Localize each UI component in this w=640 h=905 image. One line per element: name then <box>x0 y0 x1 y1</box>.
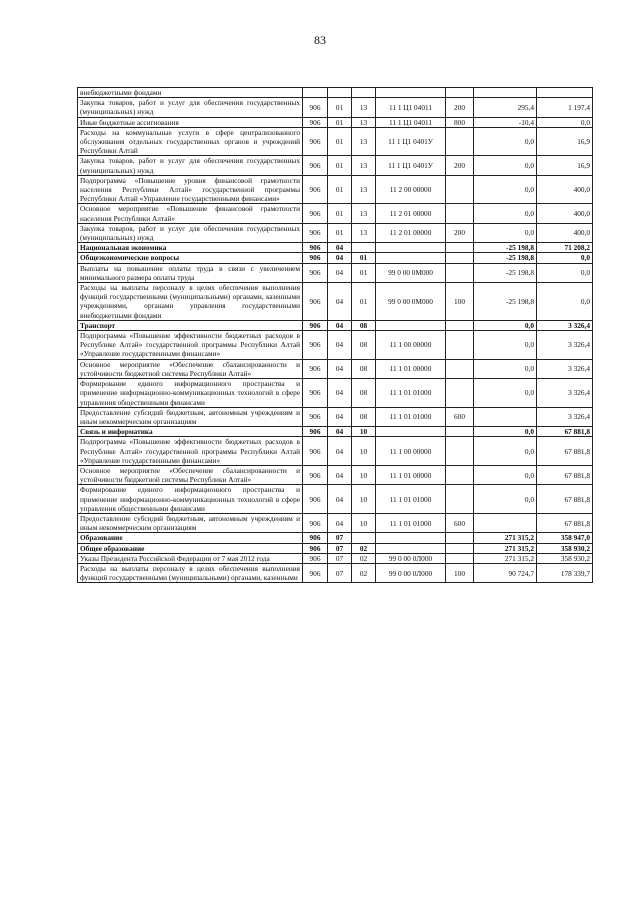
row-name-cell: Иные бюджетные ассигнования <box>78 117 303 127</box>
section-cell: 07 <box>328 543 352 553</box>
section-cell: 04 <box>328 407 352 426</box>
amount-cell-2: 358 930,2 <box>537 543 593 553</box>
amount-cell-2: 0,0 <box>537 283 593 321</box>
grbs-cell: 906 <box>303 243 328 253</box>
target-article-cell: 11 1 01 01000 <box>376 379 446 408</box>
amount-cell-1 <box>474 88 537 98</box>
target-article-cell: 99 0 00 0М000 <box>376 283 446 321</box>
amount-cell-2: 67 881,8 <box>537 513 593 532</box>
row-name-cell: Общее образование <box>78 543 303 553</box>
amount-cell-1: 271 315,2 <box>474 553 537 563</box>
expense-type-cell <box>446 204 474 223</box>
section-cell: 07 <box>328 533 352 543</box>
amount-cell-2: 67 881,8 <box>537 465 593 484</box>
amount-cell-2: 67 881,8 <box>537 427 593 437</box>
grbs-cell: 906 <box>303 359 328 378</box>
expense-type-cell: 100 <box>446 283 474 321</box>
subsection-cell: 02 <box>352 563 376 582</box>
subsection-cell: 13 <box>352 117 376 127</box>
table-row <box>78 98 593 117</box>
amount-cell-1: 0,0 <box>474 223 537 242</box>
amount-cell-2: 400,0 <box>537 175 593 204</box>
amount-cell-2 <box>537 88 593 98</box>
section-cell: 01 <box>328 127 352 156</box>
table-row <box>78 407 593 426</box>
subsection-cell: 10 <box>352 465 376 484</box>
table-row <box>78 263 593 282</box>
expense-type-cell <box>446 359 474 378</box>
amount-cell-1 <box>474 407 537 426</box>
grbs-cell: 906 <box>303 533 328 543</box>
amount-cell-1: 0,0 <box>474 127 537 156</box>
amount-cell-1: 0,0 <box>474 175 537 204</box>
section-cell <box>328 88 352 98</box>
expense-type-cell: 200 <box>446 156 474 175</box>
target-article-cell <box>376 243 446 253</box>
section-cell: 04 <box>328 359 352 378</box>
expense-type-cell <box>446 553 474 563</box>
amount-cell-2: 3 326,4 <box>537 379 593 408</box>
expense-type-cell <box>446 253 474 263</box>
expense-type-cell <box>446 465 474 484</box>
amount-cell-1: 0,0 <box>474 359 537 378</box>
section-cell: 04 <box>328 465 352 484</box>
grbs-cell: 906 <box>303 407 328 426</box>
section-cell: 04 <box>328 243 352 253</box>
table-row <box>78 283 593 321</box>
target-article-cell <box>376 543 446 553</box>
amount-cell-1: 271 315,2 <box>474 543 537 553</box>
expense-type-cell: 600 <box>446 407 474 426</box>
section-cell: 01 <box>328 204 352 223</box>
grbs-cell: 906 <box>303 437 328 466</box>
target-article-cell <box>376 253 446 263</box>
subsection-cell: 01 <box>352 283 376 321</box>
row-name-cell: Основное мероприятие «Повышение финансовой грамотности населения Республики Алтай» <box>78 204 303 223</box>
expense-type-cell: 200 <box>446 223 474 242</box>
section-cell: 04 <box>328 513 352 532</box>
amount-cell-1: 0,0 <box>474 204 537 223</box>
target-article-cell: 11 1 01 01000 <box>376 407 446 426</box>
section-cell: 04 <box>328 263 352 282</box>
section-cell: 04 <box>328 320 352 330</box>
table-row <box>78 243 593 253</box>
section-cell: 07 <box>328 553 352 563</box>
expense-type-cell: 600 <box>446 513 474 532</box>
amount-cell-1: 295,4 <box>474 98 537 117</box>
grbs-cell: 906 <box>303 320 328 330</box>
expense-type-cell <box>446 485 474 514</box>
row-name-cell: Расходы на выплаты персоналу в целях обеспечения выполнения функций государственными (муниципальными) органами, казенными <box>78 563 303 582</box>
row-name-cell: Основное мероприятие «Обеспечение сбалансированности и устойчивости бюджетной системы Республики Алтай» <box>78 359 303 378</box>
amount-cell-1: -25 198,8 <box>474 283 537 321</box>
subsection-cell: 13 <box>352 127 376 156</box>
table-row <box>78 204 593 223</box>
target-article-cell: 11 1 00 00000 <box>376 437 446 466</box>
expense-type-cell <box>446 331 474 360</box>
subsection-cell: 08 <box>352 407 376 426</box>
amount-cell-2: 3 326,4 <box>537 331 593 360</box>
amount-cell-2: 0,0 <box>537 117 593 127</box>
section-cell: 01 <box>328 223 352 242</box>
subsection-cell: 01 <box>352 263 376 282</box>
table-row <box>78 253 593 263</box>
section-cell: 04 <box>328 379 352 408</box>
subsection-cell: 10 <box>352 437 376 466</box>
subsection-cell <box>352 88 376 98</box>
grbs-cell: 906 <box>303 465 328 484</box>
amount-cell-1: 0,0 <box>474 156 537 175</box>
grbs-cell: 906 <box>303 223 328 242</box>
amount-cell-2: 358 930,2 <box>537 553 593 563</box>
row-name-cell: Предоставление субсидий бюджетным, автономным учреждениям и иным некоммерческим организациям <box>78 407 303 426</box>
expense-type-cell <box>446 127 474 156</box>
expense-type-cell <box>446 320 474 330</box>
section-cell: 01 <box>328 175 352 204</box>
page-number: 83 <box>314 33 326 47</box>
expense-type-cell <box>446 88 474 98</box>
table-row <box>78 553 593 563</box>
amount-cell-2: 3 326,4 <box>537 407 593 426</box>
target-article-cell: 11 1 01 01000 <box>376 485 446 514</box>
table-row <box>78 88 593 98</box>
amount-cell-2: 400,0 <box>537 204 593 223</box>
target-article-cell: 11 1 Ц1 0401У <box>376 127 446 156</box>
expense-type-cell <box>446 437 474 466</box>
grbs-cell: 906 <box>303 485 328 514</box>
table-row <box>78 117 593 127</box>
expense-type-cell <box>446 263 474 282</box>
target-article-cell: 11 2 01 00000 <box>376 204 446 223</box>
row-name-cell: Формирование единого информационного пространства и применение информационно-коммуникационных технологий в сфере управления общественными финансами <box>78 485 303 514</box>
target-article-cell: 99 0 00 0Л000 <box>376 563 446 582</box>
section-cell: 04 <box>328 331 352 360</box>
grbs-cell: 906 <box>303 543 328 553</box>
target-article-cell <box>376 88 446 98</box>
amount-cell-2: 0,0 <box>537 263 593 282</box>
grbs-cell: 906 <box>303 253 328 263</box>
table-row <box>78 485 593 514</box>
subsection-cell <box>352 533 376 543</box>
amount-cell-1: 271 315,2 <box>474 533 537 543</box>
table-row <box>78 465 593 484</box>
row-name-cell: Общеэкономические вопросы <box>78 253 303 263</box>
subsection-cell: 13 <box>352 204 376 223</box>
target-article-cell <box>376 320 446 330</box>
row-name-cell: Связь и информатика <box>78 427 303 437</box>
row-name-cell: Образование <box>78 533 303 543</box>
row-name-cell: Расходы на коммунальные услуги в сфере централизованного обслуживания отдельных государственных органов и учреждений Республики Алтай <box>78 127 303 156</box>
amount-cell-1 <box>474 513 537 532</box>
amount-cell-1: 0,0 <box>474 437 537 466</box>
amount-cell-1: -10,4 <box>474 117 537 127</box>
grbs-cell: 906 <box>303 98 328 117</box>
subsection-cell: 02 <box>352 543 376 553</box>
table-row <box>78 533 593 543</box>
grbs-cell: 906 <box>303 563 328 582</box>
grbs-cell: 906 <box>303 127 328 156</box>
amount-cell-1: 0,0 <box>474 331 537 360</box>
grbs-cell: 906 <box>303 283 328 321</box>
expense-type-cell <box>446 175 474 204</box>
table-row <box>78 223 593 242</box>
section-cell: 01 <box>328 98 352 117</box>
row-name-cell: Национальная экономика <box>78 243 303 253</box>
grbs-cell: 906 <box>303 553 328 563</box>
section-cell: 04 <box>328 427 352 437</box>
expense-type-cell <box>446 379 474 408</box>
expense-type-cell <box>446 427 474 437</box>
amount-cell-2: 16,9 <box>537 127 593 156</box>
amount-cell-1: 0,0 <box>474 465 537 484</box>
row-name-cell: Транспорт <box>78 320 303 330</box>
subsection-cell: 08 <box>352 320 376 330</box>
amount-cell-2: 3 326,4 <box>537 320 593 330</box>
subsection-cell: 01 <box>352 253 376 263</box>
amount-cell-2: 71 208,2 <box>537 243 593 253</box>
row-name-cell: Подпрограмма «Повышение эффективности бюджетных расходов в Республике Алтай» государственной программы Республики Алтай «Управление государственными финансами» <box>78 331 303 360</box>
table-row <box>78 513 593 532</box>
grbs-cell: 906 <box>303 331 328 360</box>
section-cell: 07 <box>328 563 352 582</box>
row-name-cell: Подпрограмма «Повышение эффективности бюджетных расходов в Республике Алтай» государственной программы Республики Алтай «Управление государственными финансами» <box>78 437 303 466</box>
expense-type-cell <box>446 533 474 543</box>
amount-cell-2: 0,0 <box>537 253 593 263</box>
amount-cell-1: 0,0 <box>474 379 537 408</box>
expense-type-cell: 800 <box>446 117 474 127</box>
subsection-cell: 13 <box>352 175 376 204</box>
target-article-cell: 99 0 00 0М000 <box>376 263 446 282</box>
amount-cell-2: 358 947,0 <box>537 533 593 543</box>
target-article-cell <box>376 427 446 437</box>
target-article-cell: 11 1 00 00000 <box>376 331 446 360</box>
amount-cell-2: 400,0 <box>537 223 593 242</box>
target-article-cell: 11 1 Ц1 04011 <box>376 117 446 127</box>
row-name-cell: Выплаты на повышение оплаты труда в связи с увеличением минимального размера оплаты труда <box>78 263 303 282</box>
row-name-cell: Расходы на выплаты персоналу в целях обеспечения выполнения функций государственными (муниципальными) органами, казенными учреждениями, органами управления государственными внебюджетными фондами <box>78 283 303 321</box>
budget-table <box>77 87 593 583</box>
table-body <box>78 88 593 583</box>
target-article-cell: 11 1 01 00000 <box>376 465 446 484</box>
subsection-cell: 10 <box>352 513 376 532</box>
target-article-cell: 11 2 00 00000 <box>376 175 446 204</box>
subsection-cell: 02 <box>352 553 376 563</box>
row-name-cell: Формирование единого информационного пространства и применение информационно-коммуникационных технологий в сфере управления общественными финансами <box>78 379 303 408</box>
table-row <box>78 331 593 360</box>
amount-cell-1: 0,0 <box>474 485 537 514</box>
subsection-cell: 13 <box>352 98 376 117</box>
grbs-cell: 906 <box>303 379 328 408</box>
grbs-cell <box>303 88 328 98</box>
section-cell: 04 <box>328 283 352 321</box>
table-row <box>78 543 593 553</box>
subsection-cell: 10 <box>352 427 376 437</box>
row-name-cell: Подпрограмма «Повышение уровня финансовой грамотности населения Республики Алтай» государственной программы Республики Алтай «Управление государственными финансами» <box>78 175 303 204</box>
expense-type-cell <box>446 543 474 553</box>
amount-cell-1: 90 724,7 <box>474 563 537 582</box>
subsection-cell: 10 <box>352 485 376 514</box>
table-row <box>78 320 593 330</box>
amount-cell-2: 1 197,4 <box>537 98 593 117</box>
table-row <box>78 156 593 175</box>
grbs-cell: 906 <box>303 204 328 223</box>
target-article-cell: 11 1 Ц1 0401У <box>376 156 446 175</box>
table-row <box>78 175 593 204</box>
target-article-cell: 11 1 01 01000 <box>376 513 446 532</box>
row-name-cell: Закупка товаров, работ и услуг для обеспечения государственных (муниципальных) нужд <box>78 223 303 242</box>
amount-cell-2: 3 326,4 <box>537 359 593 378</box>
subsection-cell: 13 <box>352 223 376 242</box>
amount-cell-2: 67 881,8 <box>537 485 593 514</box>
amount-cell-1: -25 198,8 <box>474 253 537 263</box>
expense-type-cell <box>446 243 474 253</box>
row-name-cell: Закупка товаров, работ и услуг для обеспечения государственных (муниципальных) нужд <box>78 98 303 117</box>
subsection-cell: 13 <box>352 156 376 175</box>
table-row <box>78 359 593 378</box>
table-row <box>78 379 593 408</box>
target-article-cell <box>376 533 446 543</box>
section-cell: 01 <box>328 156 352 175</box>
table-row <box>78 127 593 156</box>
row-name-cell: внебюджетными фондами <box>78 88 303 98</box>
grbs-cell: 906 <box>303 513 328 532</box>
expense-type-cell: 200 <box>446 98 474 117</box>
amount-cell-1: -25 198,8 <box>474 263 537 282</box>
subsection-cell: 08 <box>352 379 376 408</box>
target-article-cell: 11 1 01 00000 <box>376 359 446 378</box>
section-cell: 01 <box>328 117 352 127</box>
amount-cell-1: 0,0 <box>474 427 537 437</box>
expense-type-cell: 100 <box>446 563 474 582</box>
target-article-cell: 11 2 01 00000 <box>376 223 446 242</box>
grbs-cell: 906 <box>303 117 328 127</box>
section-cell: 04 <box>328 485 352 514</box>
amount-cell-1: 0,0 <box>474 320 537 330</box>
amount-cell-2: 67 881,8 <box>537 437 593 466</box>
row-name-cell: Основное мероприятие «Обеспечение сбалансированности и устойчивости бюджетной системы Республики Алтай» <box>78 465 303 484</box>
row-name-cell: Закупка товаров, работ и услуг для обеспечения государственных (муниципальных) нужд <box>78 156 303 175</box>
grbs-cell: 906 <box>303 156 328 175</box>
row-name-cell: Предоставление субсидий бюджетным, автономным учреждениям и иным некоммерческим организациям <box>78 513 303 532</box>
table-row <box>78 427 593 437</box>
section-cell: 04 <box>328 437 352 466</box>
subsection-cell: 08 <box>352 331 376 360</box>
amount-cell-2: 16,9 <box>537 156 593 175</box>
amount-cell-2: 178 339,7 <box>537 563 593 582</box>
table-row <box>78 563 593 582</box>
target-article-cell: 11 1 Ц1 04011 <box>376 98 446 117</box>
row-name-cell: Указы Президента Российской Федерации от 7 мая 2012 года <box>78 553 303 563</box>
subsection-cell: 08 <box>352 359 376 378</box>
amount-cell-1: -25 198,8 <box>474 243 537 253</box>
table-row <box>78 437 593 466</box>
grbs-cell: 906 <box>303 427 328 437</box>
grbs-cell: 906 <box>303 175 328 204</box>
subsection-cell <box>352 243 376 253</box>
section-cell: 04 <box>328 253 352 263</box>
grbs-cell: 906 <box>303 263 328 282</box>
target-article-cell: 99 0 00 0Л000 <box>376 553 446 563</box>
